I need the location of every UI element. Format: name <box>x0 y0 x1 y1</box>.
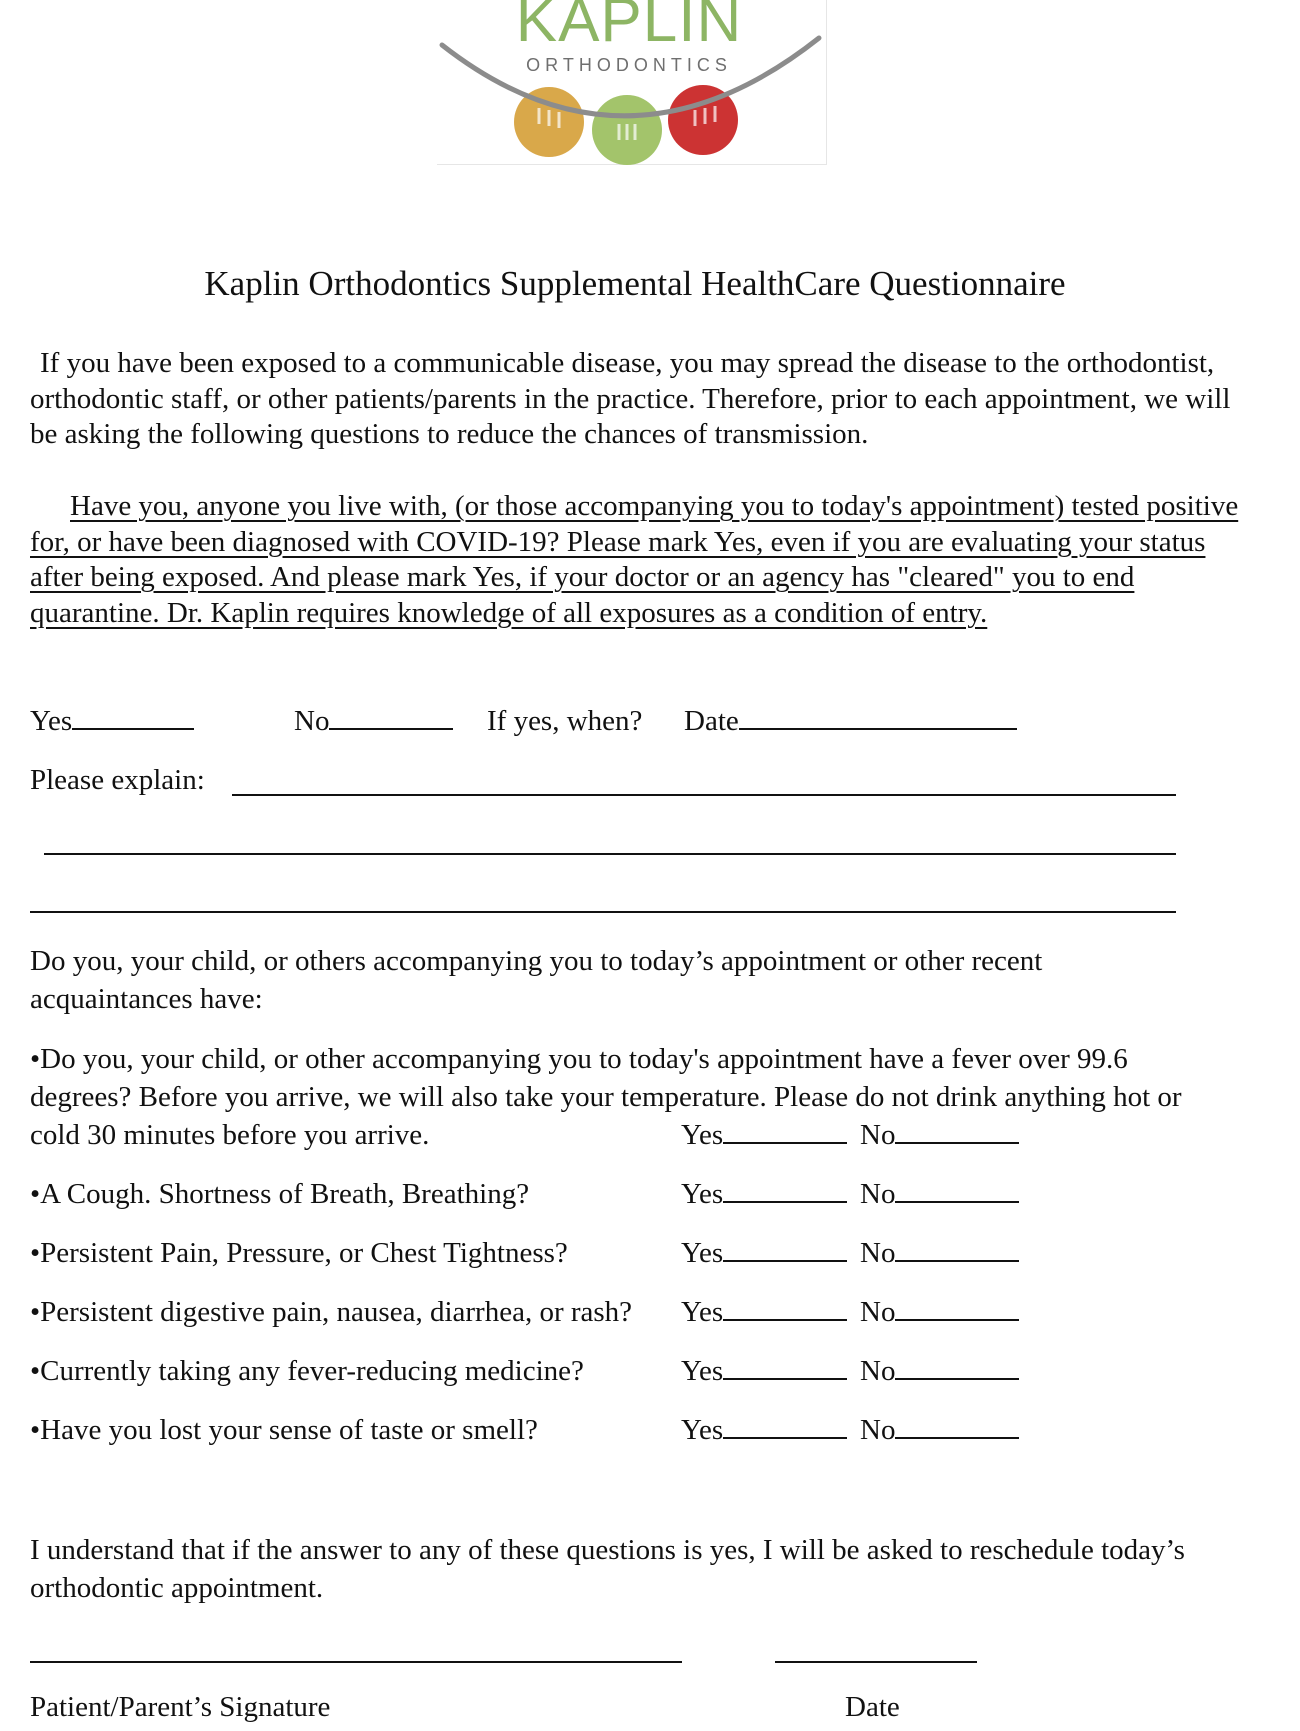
if-yes-label: If yes, when? <box>487 705 643 737</box>
symptom-5-yes-option <box>681 1413 847 1447</box>
signature-date-label: Date <box>845 1691 900 1723</box>
covid-no-option <box>294 704 453 738</box>
no-label: No <box>860 1237 896 1269</box>
symptom-1-no-field[interactable] <box>895 1179 1019 1203</box>
covid-yes-field[interactable] <box>72 706 194 730</box>
covid-question <box>30 489 1245 631</box>
no-label: No <box>860 1355 896 1387</box>
symptom-1-no-option <box>860 1177 1019 1211</box>
symptom-5-no-field[interactable] <box>895 1415 1019 1439</box>
symptom-3-yes-option <box>681 1295 847 1329</box>
logo-wordmark: KAPLIN <box>515 0 743 55</box>
symptom-question-1: •A Cough. Shortness of Breath, Breathing? <box>30 1178 530 1210</box>
symptom-4-yes-field[interactable] <box>723 1356 847 1380</box>
no-label: No <box>860 1119 896 1151</box>
symptom-2-no-field[interactable] <box>895 1238 1019 1262</box>
symptom-2-yes-field[interactable] <box>723 1238 847 1262</box>
logo-subtitle: ORTHODONTICS <box>526 55 732 75</box>
no-label: No <box>860 1178 896 1210</box>
yes-label: Yes <box>681 1296 724 1328</box>
yes-label: Yes <box>681 1355 724 1387</box>
symptom-question-3: •Persistent digestive pain, nausea, diarrhea, or rash? <box>30 1296 633 1328</box>
fever-yes-field[interactable] <box>723 1120 847 1144</box>
explain-line-3[interactable] <box>30 911 1176 913</box>
symptom-question-2: •Persistent Pain, Pressure, or Chest Tightness? <box>30 1237 568 1269</box>
yes-label: Yes <box>681 1119 724 1151</box>
symptom-4-no-field[interactable] <box>895 1356 1019 1380</box>
symptom-4-no-option <box>860 1354 1019 1388</box>
symptom-question-5: •Have you lost your sense of taste or smell? <box>30 1414 538 1446</box>
no-label: No <box>294 705 330 737</box>
symptom-3-no-option <box>860 1295 1019 1329</box>
covid-yes-option <box>30 704 194 738</box>
signature-line[interactable] <box>30 1661 682 1663</box>
practice-logo <box>437 0 827 165</box>
no-label: No <box>860 1296 896 1328</box>
fever-no-option <box>860 1118 1019 1152</box>
symptom-4-yes-option <box>681 1354 847 1388</box>
symptom-1-yes-field[interactable] <box>723 1179 847 1203</box>
fever-question: •Do you, your child, or other accompanying you to today's appointment have a fever over 99.6 degrees? Before you arrive, we will also take your temperature. Please do not drink anything hot or cold 30 minutes before you arrive. <box>30 1043 1182 1151</box>
page-title: Kaplin Orthodontics Supplemental HealthCare Questionnaire <box>204 264 1066 303</box>
yes-label: Yes <box>681 1414 724 1446</box>
covid-date-field[interactable] <box>739 706 1017 730</box>
symptom-5-yes-field[interactable] <box>723 1415 847 1439</box>
symptom-3-no-field[interactable] <box>895 1297 1019 1321</box>
covid-question-text: Have you, anyone you live with, (or those accompanying you to today's appointment) tested positive for, or have been diagnosed with COVID-19? Please mark Yes, even if you are evaluating your status after being exposed. And please mark Yes, if your doctor or an agency has "cleared" you to end quarantine. Dr. Kaplin requires knowledge of all exposures as a condition of entry. <box>30 490 1239 629</box>
fever-no-field[interactable] <box>895 1120 1019 1144</box>
acknowledgement-text: I understand that if the answer to any of these questions is yes, I will be asked to reschedule today’s orthodontic appointment. <box>30 1534 1185 1604</box>
covid-date-option <box>684 704 1017 738</box>
no-label: No <box>860 1414 896 1446</box>
symptom-question-4: •Currently taking any fever-reducing medicine? <box>30 1355 584 1387</box>
symptom-1-yes-option <box>681 1177 847 1211</box>
covid-no-field[interactable] <box>329 706 453 730</box>
symptom-2-no-option <box>860 1236 1019 1270</box>
intro-paragraph: If you have been exposed to a communicable disease, you may spread the disease to the orthodontist, orthodontic staff, or other patients/parents in the practice. Therefore, prior to each appointment, we will be asking the following questions to reduce the chances of transmission. <box>30 347 1231 450</box>
symptom-3-yes-field[interactable] <box>723 1297 847 1321</box>
yes-label: Yes <box>681 1237 724 1269</box>
fever-yes-option <box>681 1118 847 1152</box>
signature-label: Patient/Parent’s Signature <box>30 1691 331 1723</box>
symptoms-intro: Do you, your child, or others accompanying you to today’s appointment or other recent acquaintances have: <box>30 945 1043 1015</box>
date-label: Date <box>684 705 739 737</box>
signature-date-line[interactable] <box>775 1661 977 1663</box>
explain-line-1[interactable] <box>232 794 1176 796</box>
explain-label: Please explain: <box>30 764 205 796</box>
symptom-2-yes-option <box>681 1236 847 1270</box>
braces-arc-icon <box>437 0 827 165</box>
explain-line-2[interactable] <box>44 853 1176 855</box>
yes-label: Yes <box>30 705 73 737</box>
yes-label: Yes <box>681 1178 724 1210</box>
symptom-5-no-option <box>860 1413 1019 1447</box>
